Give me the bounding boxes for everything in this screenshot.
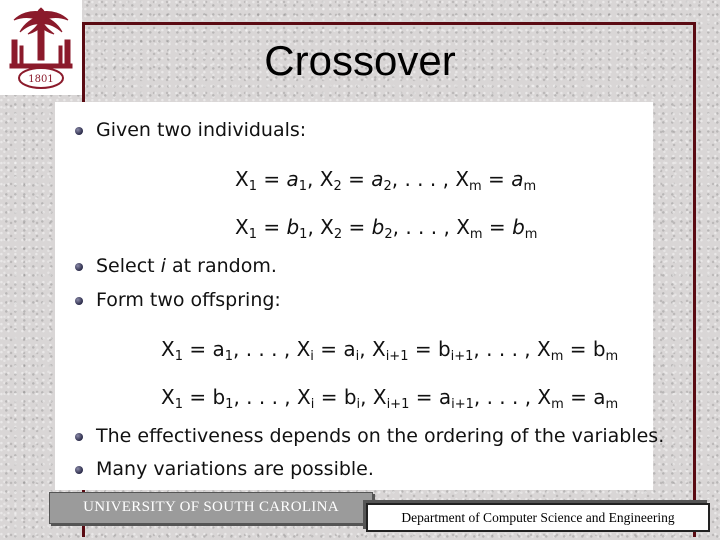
bullet-dot-icon [75,433,83,441]
frame-top-border [82,22,696,25]
bullet-text: at random. [172,255,277,277]
equation-parent-b: $X_1 = b_1$, $X_2 = b_2$, . . . , $X_m = b_m$ [235,215,538,242]
bullet-item [77,457,374,481]
equation-parent-a: $X_1 = a_1$, $X_2 = a_2$, . . . , $X_m = a_m$ [235,167,537,194]
palmetto-seal-icon [0,0,82,95]
bullet-dot-icon [75,297,83,305]
bullet-text: Many variations are possible. [96,458,374,480]
bullet-text: Select [96,255,155,277]
bullet-dot-icon [75,127,83,135]
bullet-text: Given two individuals: [96,119,307,141]
select-variable: i [160,255,166,277]
bullet-item [77,424,664,448]
bullet-item [77,288,281,312]
bullet-item [77,254,277,278]
bullet-dot-icon [75,263,83,271]
footer-department-name: Department of Computer Science and Engineering [366,503,710,532]
bullet-dot-icon [75,466,83,474]
bullet-item [77,118,306,142]
footer-university-name: UNIVERSITY OF SOUTH CAROLINA [49,492,373,524]
frame-right-border [693,22,696,537]
slide-content [55,102,665,490]
slide-title: Crossover [264,37,456,84]
bullet-text: The effectiveness depends on the ordering of the variables. [96,425,665,447]
bullet-text: Form two offspring: [96,289,281,311]
logo-year: 1801 [28,74,54,85]
equation-offspring-1: $X_1 = a_1$, . . . , $X_i = a_i$, $X_{i+1} = b_{i+1}$, . . . , $X_m = b_m$ [161,337,619,364]
equation-offspring-2: $X_1 = b_1$, . . . , $X_i = b_i$, $X_{i+1} = a_{i+1}$, . . . , $X_m = a_m$ [161,385,619,412]
university-logo [0,0,82,95]
